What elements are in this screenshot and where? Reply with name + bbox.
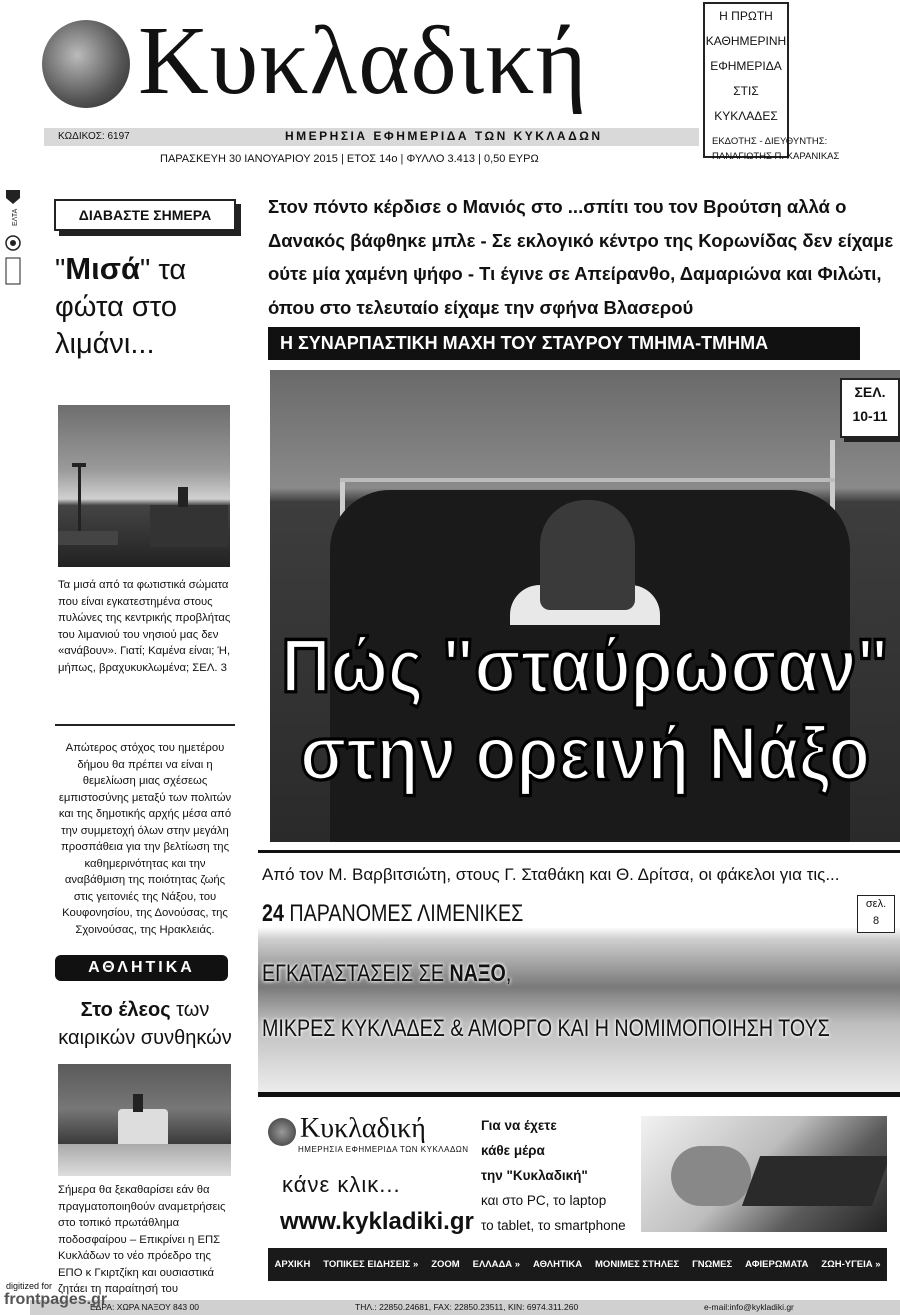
sports-caption: Σήμερα θα ξεκαθαρίσει εάν θα πραγματοποιηθούν αναμετρήσεις στο τοπικό πρωτάθλημα ποδοσφαίρου – Επικρίνει η ΕΠΣ Κυκλάδων το νέο πρόεδρο της ΕΠΟ κ Γκιρτζίκη και ουσιαστικά ζητάει τη παραίτησή του [58, 1184, 226, 1295]
footer-bar [30, 1300, 900, 1315]
voter-head [540, 500, 635, 610]
digitized-note: digitized for [6, 1281, 53, 1291]
ad-text-line: και στο PC, το laptop [481, 1193, 607, 1208]
elta-stamp-text: ΕΛΤΑ [12, 208, 19, 226]
footer-phones: ΤΗΛ.: 22850.24681, FAX: 22850.23511, ΚΙΝ: 6974.311.260 [355, 1302, 579, 1312]
nav-item-home[interactable]: ΑΡΧΙΚΗ [274, 1259, 311, 1270]
ad-text-line: κάθε μέρα [481, 1143, 545, 1158]
page-ref-label: ΣΕΛ. [854, 384, 886, 400]
section-banner: Η ΣΥΝΑΡΠΑΣΤΙΚΗ ΜΑΧΗ ΤΟΥ ΣΤΑΥΡΟΥ ΤΜΗΜΑ-ΤΜΗΜΑ [268, 327, 860, 360]
port-photo [58, 405, 230, 567]
divider [258, 850, 900, 853]
ship-in-storm-photo [58, 1064, 231, 1176]
story-kicker: Από τον Μ. Βαρβιτσιώτη, στους Γ. Σταθάκη και Θ. Δρίτσα, οι φάκελοι για τις... [262, 865, 840, 884]
nav-item-opinions[interactable]: ΓΝΩΜΕΣ [692, 1259, 733, 1270]
page-ref-badge [840, 378, 900, 438]
publisher-name: ΠΑΝΑΓΙΩΤΗΣ Π. ΚΑΡΑΝΙΚΑΣ [712, 151, 840, 162]
ad-text-line: Για να έχετε [481, 1118, 557, 1133]
illegal-installations-line: ΜΙΚΡΕΣ ΚΥΚΛΑΔΕΣ & ΑΜΟΡΓΟ ΚΑΙ Η ΝΟΜΙΜΟΠΟΙΗΣΗ ΤΟΥΣ [262, 1015, 830, 1042]
ad-logo-tagline: ΗΜΕΡΗΣΙΑ ΕΦΗΜΕΡΙΔΑ ΤΩΝ ΚΥΚΛΑΔΩΝ [298, 1145, 469, 1154]
first-box-line: ΕΦΗΜΕΡΙΔΑ [710, 59, 782, 73]
first-box-line: ΣΤΙΣ [733, 84, 759, 98]
divider [55, 724, 235, 726]
nav-item-sports[interactable]: ΑΘΛΗΤΙΚΑ [533, 1259, 583, 1270]
elta-postage-stamp-icon [2, 188, 24, 288]
main-title-line: στην ορεινή Νάξο [299, 711, 871, 797]
nav-item-columns[interactable]: ΜΟΝΙΜΕΣ ΣΤΗΛΕΣ [595, 1259, 680, 1270]
ad-logo: Κυκλαδική [300, 1113, 426, 1144]
main-title [270, 623, 900, 798]
first-box-line: Η ΠΡΩΤΗ [719, 9, 773, 23]
tagline: ΗΜΕΡΗΣΙΑ ΕΦΗΜΕΡΙΔΑ ΤΩΝ ΚΥΚΛΑΔΩΝ [285, 129, 603, 143]
read-today-label: ΔΙΑΒΑΣΤΕ ΣΗΜΕΡΑ [54, 199, 236, 231]
footer-address: ΕΔΡΑ: ΧΩΡΑ ΝΑΞΟΥ 843 00 [90, 1302, 199, 1312]
frontpages-watermark: frontpages.gr [4, 1291, 108, 1308]
website-nav-bar [268, 1248, 887, 1281]
sports-label: ΑΘΛΗΤΙΚΑ [55, 955, 228, 981]
coin-emblem-logo [42, 20, 130, 108]
illegal-installations-line: ΕΓΚΑΤΑΣΤΑΣΕΙΣ ΣΕ ΝΑΞΟ, [262, 960, 512, 987]
page-ref-badge [857, 895, 895, 933]
page-ref-number: 8 [872, 915, 880, 927]
lead-headline: Στον πόντο κέρδισε ο Μανιός στο ...σπίτι του τον Βρούτση αλλά ο Δανακός βάφθηκε μπλε - Σε εκλογικό κέντρο της Κορωνίδας δεν είχαμε ούτε μία χαμένη ψήφο - Τι έγινε σε Απείρανθο, Δαμαριώνα και Φιλώτι, όπου στο τελευταίο είχαμε την σφήνα Βλασερού [268, 196, 894, 318]
page-ref-number: 10-11 [852, 408, 888, 424]
ad-click-text: κάνε κλικ... [282, 1172, 401, 1197]
misa-headline: "Μισά" τα φώτα στο λιμάνι... [55, 251, 187, 360]
port-caption: Τα μισά από τα φωτιστικά σώματα που είναι εγκατεστημένα στους πυλώνες της κεντρικής προβλήτας του λιμανιού του νησιού μας δεν «ανάβουν». Γιατί; Καμένα είναι; Ή, μήπως, βραχυκυκλωμένα; ΣΕΛ. 3 [58, 579, 231, 674]
ad-website-link[interactable]: www.kykladiki.gr [280, 1208, 474, 1235]
dateline: ΠΑΡΑΣΚΕΥΗ 30 ΙΑΝΟΥΑΡΙΟΥ 2015 | ΕΤΟΣ 14ο | ΦΥΛΛΟ 3.413 | 0,50 ΕΥΡΩ [160, 153, 539, 165]
illegal-installations-line: 24 ΠΑΡΑΝΟΜΕΣ ΛΙΜΕΝΙΚΕΣ [262, 900, 524, 927]
issue-code: ΚΩΔΙΚΟΣ: 6197 [58, 131, 130, 142]
editorial-text: Απώτερος στόχος του ημετέρου δήμου θα πρέπει να είναι η θεμελίωση μιας σχέσεως εμπιστοσύνης μεταξύ των πολιτών και της δημοτικής αρχής μέσα από την συμμετοχή όλων στην μεγάλη προσπάθεια για την βελτίωση της καθημερινότητας και την αναβάθμιση της ποιότητας ζωής στις γειτονιές της Νάξου, του Κουφονησίου, της Δονούσας, της Σχοινούσας, της Ηρακλειάς. [58, 742, 232, 936]
nav-item-zoom[interactable]: ZOOM [431, 1259, 460, 1270]
page-ref-label: σελ. [865, 898, 887, 910]
divider [258, 1092, 900, 1097]
ad-coin-logo [268, 1118, 296, 1146]
first-box-line: ΚΥΚΛΑΔΕΣ [714, 109, 778, 123]
ad-text [481, 1113, 641, 1238]
main-title-line: Πώς "σταύρωσαν" [281, 623, 889, 709]
nav-item-greece[interactable]: ΕΛΛΑΔΑ » [472, 1259, 521, 1270]
sports-headline: Στο έλεος των καιρικών συνθηκών [58, 999, 232, 1049]
first-daily-box [703, 2, 789, 158]
hand-on-mouse-photo [641, 1116, 887, 1232]
nav-item-local-news[interactable]: ΤΟΠΙΚΕΣ ΕΙΔΗΣΕΙΣ » [323, 1259, 419, 1270]
ad-text-line: το tablet, το smartphone [481, 1218, 626, 1233]
ad-text-line: την "Κυκλαδική" [481, 1168, 588, 1183]
newspaper-logo: Κυκλαδική [138, 7, 588, 115]
nav-item-life-health[interactable]: ΖΩΗ-ΥΓΕΙΑ » [821, 1259, 881, 1270]
nav-item-features[interactable]: ΑΦΙΕΡΩΜΑΤΑ [745, 1259, 809, 1270]
footer-email: e-mail:info@kykladiki.gr [704, 1302, 794, 1312]
publisher-title: ΕΚΔΟΤΗΣ - ΔΙΕΥΘΥΝΤΗΣ: [712, 136, 828, 147]
first-box-line: ΚΑΘΗΜΕΡΙΝΗ [705, 34, 787, 48]
